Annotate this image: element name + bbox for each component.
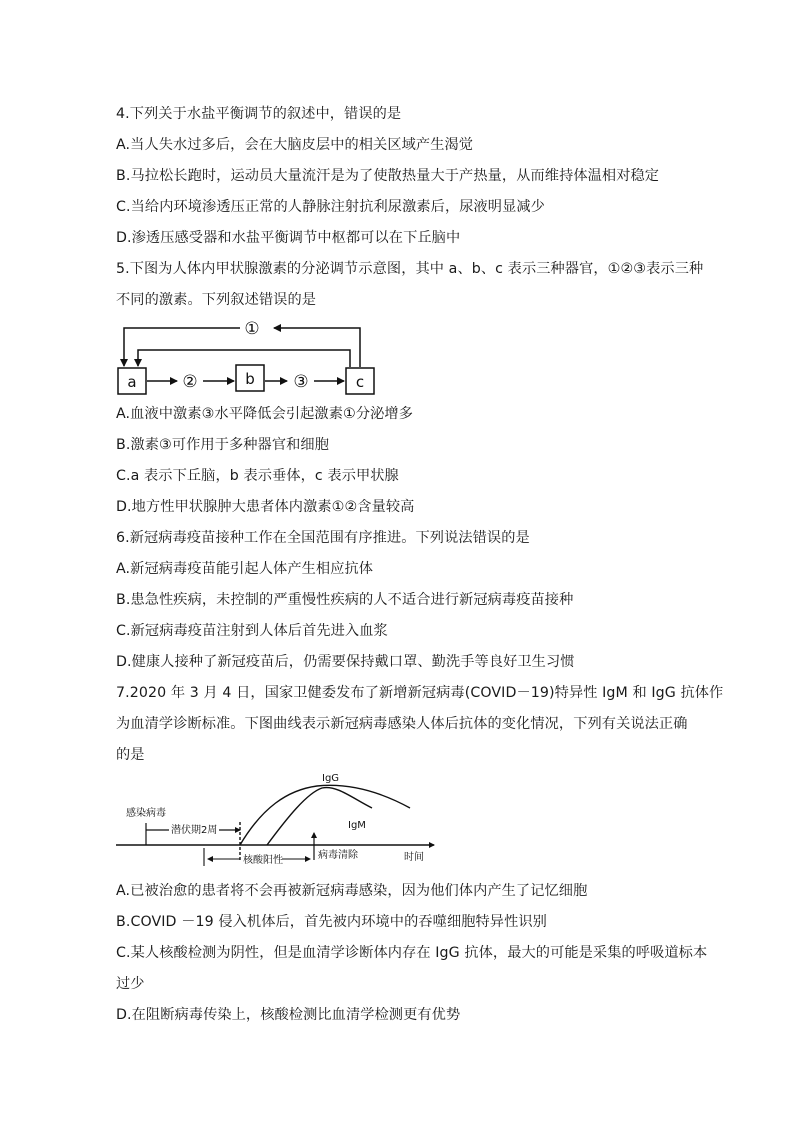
label-nucleic: 核酸阳性 — [243, 855, 283, 866]
q5-option-a: A.血液中激素③水平降低会引起激素①分泌增多 — [116, 406, 413, 422]
q6-option-a: A.新冠病毒疫苗能引起人体产生相应抗体 — [116, 561, 374, 577]
q4-option-d: D.渗透压感受器和水盐平衡调节中枢都可以在下丘脑中 — [116, 230, 461, 246]
label-time: 时间 — [404, 852, 424, 863]
q5-option-c: C.a 表示下丘脑，b 表示垂体，c 表示甲状腺 — [116, 468, 399, 484]
q5-stem-line1: 5.下图为人体内甲状腺激素的分泌调节示意图，其中 a、b、c 表示三种器官，①②③表示三种 — [116, 261, 704, 277]
q5-stem-line2: 不同的激素。下列叙述错误的是 — [116, 292, 317, 308]
igg-curve — [240, 785, 410, 845]
q7-stem-line2: 为血清学诊断标准。下图曲线表示新冠病毒感染人体后抗体的变化情况，下列有关说法正确 — [116, 716, 688, 732]
hormone-1-label: ① — [244, 319, 260, 339]
box-a-label: a — [127, 373, 137, 391]
label-latent: 潜伏期2周 — [171, 825, 218, 836]
q5-option-b: B.激素③可作用于多种器官和细胞 — [116, 437, 330, 453]
q6-option-d: D.健康人接种了新冠疫苗后，仍需要保持戴口罩、勤洗手等良好卫生习惯 — [116, 654, 575, 670]
label-clear: 病毒清除 — [318, 850, 358, 861]
q7-option-b: B.COVID －19 侵入机体后，首先被内环境中的吞噬细胞特异性识别 — [116, 914, 547, 930]
box-c-label: c — [355, 373, 365, 391]
hormone-3-label: ③ — [293, 372, 309, 392]
box-b-label: b — [245, 370, 255, 388]
q6-option-b: B.患急性疾病，未控制的严重慢性疾病的人不适合进行新冠病毒疫苗接种 — [116, 592, 574, 608]
label-infection: 感染病毒 — [126, 808, 166, 819]
q7-stem-line3: 的是 — [116, 747, 145, 763]
thyroid-regulation-diagram — [112, 313, 382, 397]
label-igg: IgG — [322, 773, 340, 784]
igm-curve — [267, 788, 372, 845]
antibody-curve-figure — [112, 768, 442, 872]
label-igm: IgM — [348, 820, 366, 831]
q4-option-b: B.马拉松长跑时，运动员大量流汗是为了使散热量大于产热量，从而维持体温相对稳定 — [116, 168, 660, 184]
q4-option-c: C.当给内环境渗透压正常的人静脉注射抗利尿激素后，尿液明显减少 — [116, 199, 545, 215]
hormone-2-label: ② — [182, 372, 198, 392]
q7-option-c-cont: 过少 — [116, 976, 145, 992]
q7-option-d: D.在阻断病毒传染上，核酸检测比血清学检测更有优势 — [116, 1007, 461, 1023]
arrow-1-to-a — [124, 328, 240, 366]
q6-stem: 6.新冠病毒疫苗接种工作在全国范围有序推进。下列说法错误的是 — [116, 530, 530, 546]
q5-option-d: D.地方性甲状腺肿大患者体内激素①②含量较高 — [116, 499, 415, 515]
q4-option-a: A.当人失水过多后，会在大脑皮层中的相关区域产生渴觉 — [116, 137, 474, 153]
arrow-c-to-1 — [274, 328, 360, 367]
q7-stem-line1: 7.2020 年 3 月 4 日，国家卫健委发布了新增新冠病毒(COVID－19)特异性 IgM 和 IgG 抗体作 — [116, 685, 724, 701]
q7-option-c: C.某人核酸检测为阴性，但是血清学诊断体内存在 IgG 抗体，最大的可能是采集的呼吸道标本 — [116, 945, 708, 961]
q4-stem: 4.下列关于水盐平衡调节的叙述中，错误的是 — [116, 106, 402, 122]
q7-option-a: A.已被治愈的患者将不会再被新冠病毒感染，因为他们体内产生了记忆细胞 — [116, 883, 588, 899]
q6-option-c: C.新冠病毒疫苗注射到人体后首先进入血浆 — [116, 623, 388, 639]
